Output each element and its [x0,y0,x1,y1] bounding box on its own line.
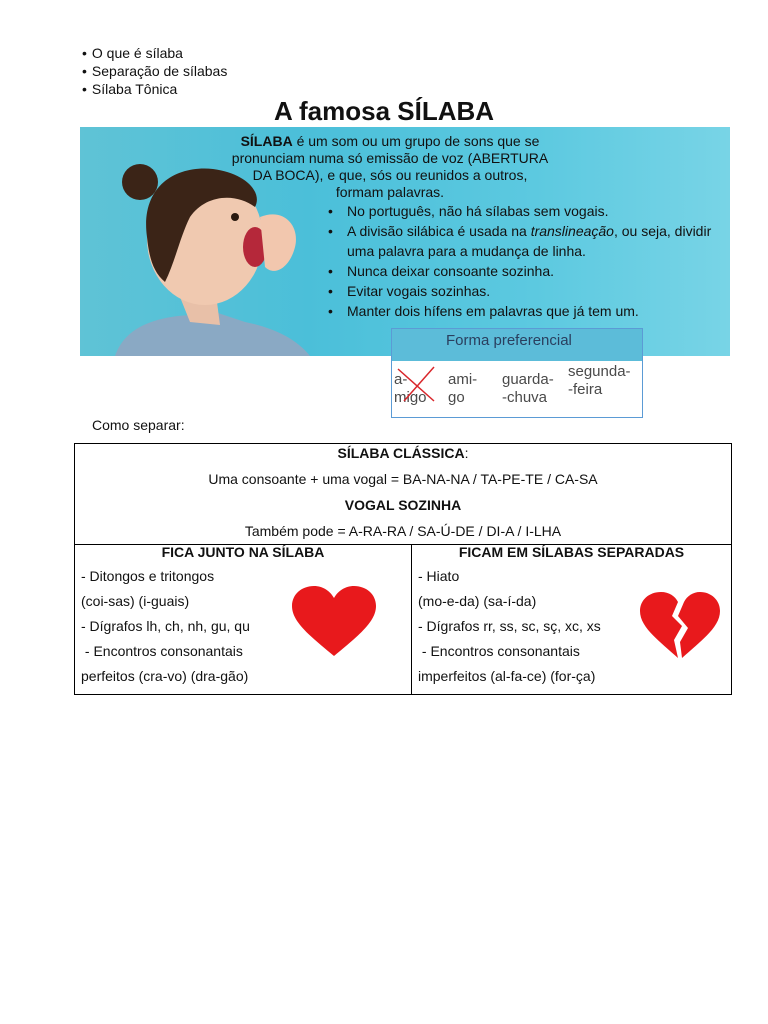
example-word: ami- go [448,371,478,406]
vogal-line: Também pode = A-RA-RA / SA-Ú-DE / DI-A / I-LHA [244,523,562,539]
separate-column [412,544,731,694]
together-line: - Encontros consonantais [81,643,243,659]
together-line: perfeitos (cra-vo) (dra-gão) [81,668,249,684]
rule-item: • Evitar vogais sozinhas. [310,281,720,301]
intro-banner [80,127,730,356]
classica-line: Uma consoante + uma vogal = BA-NA-NA / TA-PE-TE / CA-SA [208,471,598,487]
together-column [75,544,412,694]
rules-list [310,201,720,321]
intro-text: é um som ou um grupo de sons que se pronunciam numa só emissão de voz (ABERTURA DA BOCA), e que, sós ou reunidos a outros, formam palavras. [231,133,549,200]
example-word-crossed: a- migo [394,371,427,407]
preferred-form-box [391,328,643,418]
topic-item: • Sílaba Tônica [82,80,227,98]
separate-line: - Encontros consonantais [418,643,580,659]
together-line: - Ditongos e tritongos [81,568,215,584]
together-heading: FICA JUNTO NA SÍLABA [161,544,325,560]
separate-line: - Hiato [418,568,460,584]
rule-item: • Manter dois hífens em palavras que já tem um. [310,301,720,321]
classica-heading: SÍLABA CLÁSSICA [337,445,465,461]
example-word: segunda- -feira [568,363,631,398]
topic-item: • Separação de sílabas [82,62,227,80]
intro-paragraph [230,133,550,201]
intro-bold-term: SÍLABA [240,133,293,149]
separate-heading: FICAM EM SÍLABAS SEPARADAS [458,544,685,560]
separate-line: imperfeitos (al-fa-ce) (for-ça) [418,668,596,684]
rule-item: • A divisão silábica é usada na translineação, ou seja, dividir uma palavra para a mudança de linha. [310,221,720,261]
page-title: A famosa SÍLABA [273,96,495,126]
together-line: - Dígrafos lh, ch, nh, gu, qu [81,618,250,634]
separate-line: - Dígrafos rr, ss, sc, sç, xc, xs [418,618,601,634]
broken-heart-icon [638,592,722,660]
together-line: (coi-sas) (i-guais) [81,593,190,609]
rule-item: • Nunca deixar consoante sozinha. [310,261,720,281]
heart-icon [290,586,378,658]
table-header-cell: SÍLABA CLÁSSICA: Uma consoante + uma vogal = BA-NA-NA / TA-PE-TE / CA-SA VOGAL SOZINHA Também pode = A-RA-RA / SA-Ú-DE / DI-A / I-LHA [75,444,731,545]
example-word: guarda- -chuva [502,371,554,406]
rule-item: • No português, não há sílabas sem vogais. [310,201,720,221]
topic-list [82,44,227,98]
topic-item: • O que é sílaba [82,44,227,62]
separate-line: (mo-e-da) (sa-í-da) [418,593,537,609]
syllable-table [74,443,732,695]
preferred-form-header: Forma preferencial [392,329,642,361]
section-label: Como separar: [92,417,185,433]
cross-mark-icon [394,365,438,405]
preferred-form-examples [392,361,642,417]
vogal-heading: VOGAL SOZINHA [344,497,462,513]
